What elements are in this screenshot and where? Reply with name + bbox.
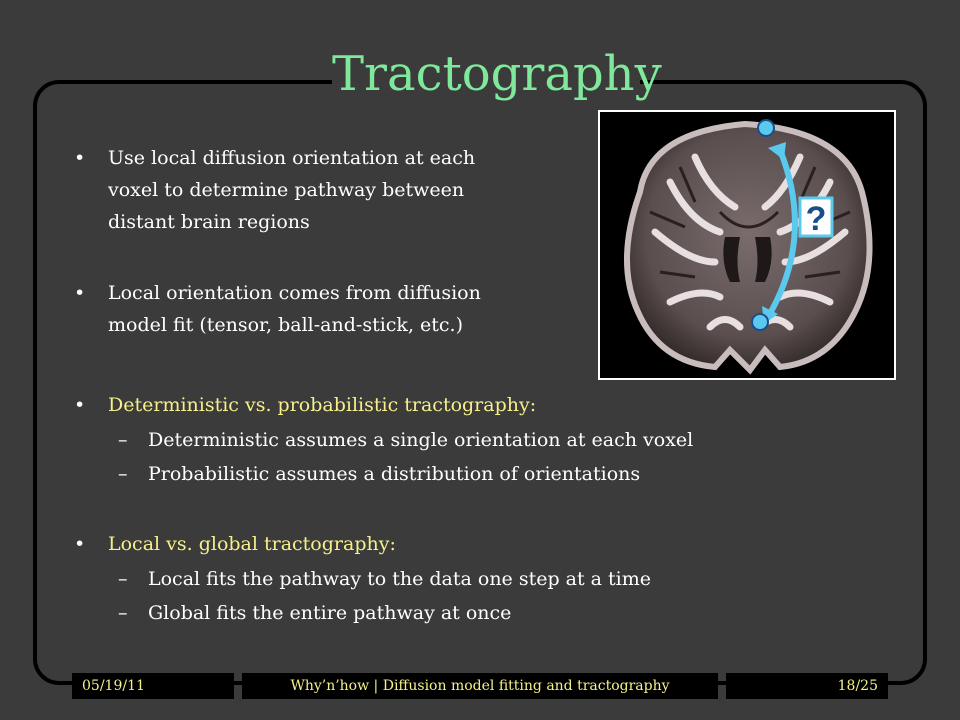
dash-marker: –	[118, 602, 128, 624]
footer-title: Why’n’how | Diffusion model fitting and tractography	[242, 673, 718, 699]
brain-shape	[627, 124, 870, 370]
bullet-line: distant brain regions	[108, 211, 310, 233]
bullet-dot: •	[74, 533, 86, 555]
sub-item-text: Deterministic assumes a single orientation at each voxel	[148, 429, 694, 451]
footer-date: 05/19/11	[72, 673, 234, 699]
bullet-dot: •	[74, 147, 86, 169]
sub-item	[118, 566, 651, 593]
footer-page-number: 18/25	[726, 673, 888, 699]
section-heading-text: Deterministic vs. probabilistic tractography:	[108, 394, 537, 416]
sub-item	[118, 427, 693, 454]
section-heading-text: Local vs. global tractography:	[108, 533, 396, 555]
brain-illustration	[600, 112, 894, 378]
dash-marker: –	[118, 429, 128, 451]
sub-item	[118, 461, 640, 488]
sub-item-text: Global fits the entire pathway at once	[148, 602, 512, 624]
bullet-line: Local orientation comes from diffusion	[108, 282, 481, 304]
dash-marker: –	[118, 463, 128, 485]
dash-marker: –	[118, 568, 128, 590]
bullet-dot: •	[74, 282, 86, 304]
sub-item-text: Probabilistic assumes a distribution of orientations	[148, 463, 641, 485]
brain-mri-image	[598, 110, 896, 380]
bullet-dot: •	[74, 394, 86, 416]
slide-title: Tractography	[332, 38, 640, 110]
bullet-line: voxel to determine pathway between	[108, 179, 465, 201]
question-mark: ?	[805, 200, 827, 238]
endpoint-bottom	[752, 314, 768, 330]
sub-item-text: Local fits the pathway to the data one step at a time	[148, 568, 652, 590]
sub-item	[118, 600, 511, 627]
bullet-line: Use local diffusion orientation at each	[108, 147, 476, 169]
endpoint-top	[758, 120, 774, 136]
bullet-line: model fit (tensor, ball-and-stick, etc.)	[108, 314, 463, 336]
